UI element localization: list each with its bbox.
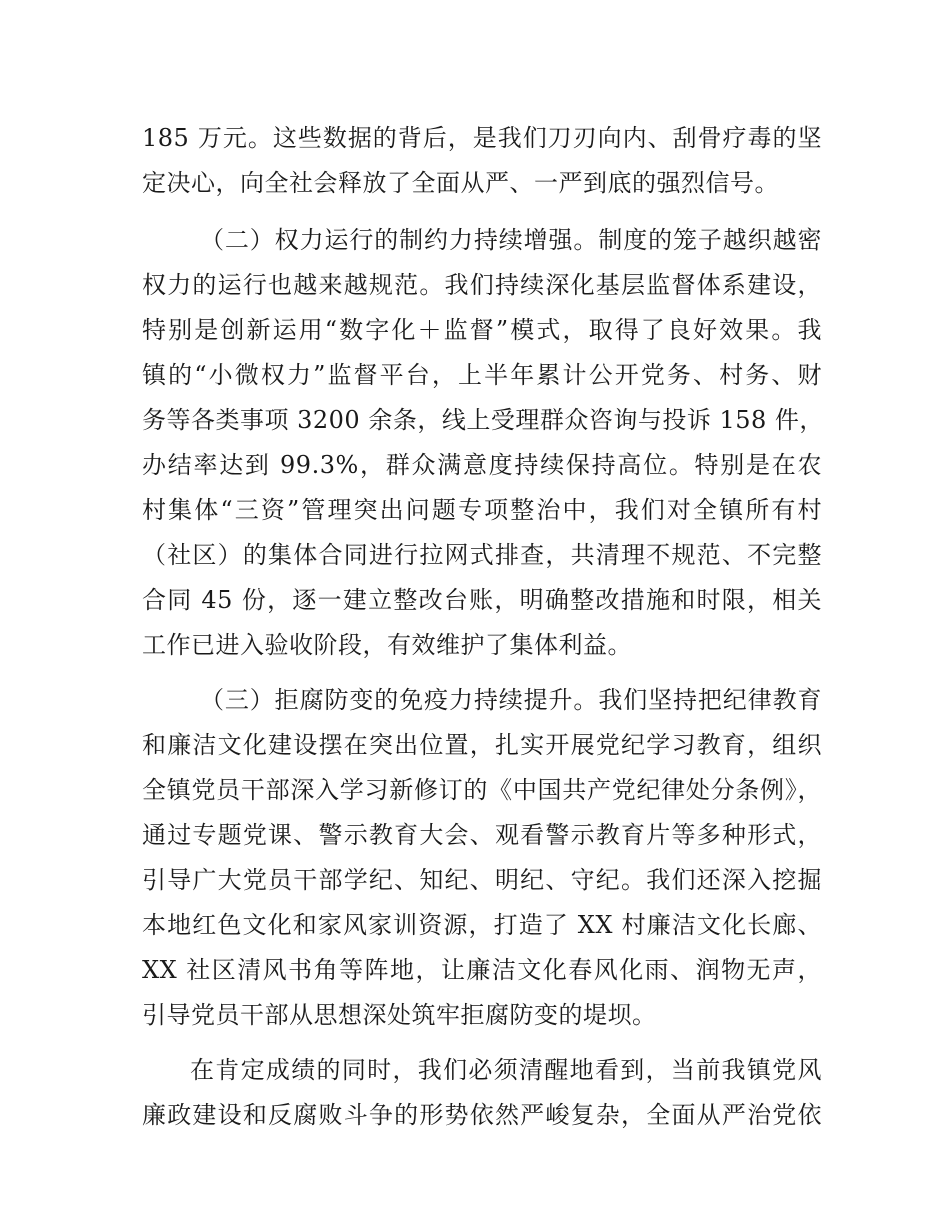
text-line: 工作已进入验收阶段，有效维护了集体利益。 — [142, 631, 632, 659]
text-line: 廉政建设和反腐败斗争的形势依然严峻复杂，全面从严治党依 — [142, 1101, 822, 1129]
text-line: 镇的“小微权力”监督平台，上半年累计公开党务、村务、财 — [142, 361, 822, 389]
text-line: 特别是创新运用“数字化＋监督”模式，取得了良好效果。我 — [142, 316, 822, 344]
text-line: （社区）的集体合同进行拉网式排查，共清理不规范、不完整 — [142, 541, 822, 569]
text-line: 权力的运行也越来越规范。我们持续深化基层监督体系建设， — [142, 271, 822, 299]
text-line: 通过专题党课、警示教育大会、观看警示教育片等多种形式， — [142, 821, 822, 849]
text-line: 在肯定成绩的同时，我们必须清醒地看到，当前我镇党风 — [190, 1056, 822, 1084]
text-line: 和廉洁文化建设摆在突出位置，扎实开展党纪学习教育，组织 — [142, 731, 822, 759]
text-line: 全镇党员干部深入学习新修订的《中国共产党纪律处分条例》， — [142, 776, 822, 804]
text-line: XX 社区清风书角等阵地，让廉洁文化春风化雨、润物无声， — [142, 956, 822, 984]
text-line: 引导党员干部从思想深处筑牢拒腐防变的堤坝。 — [142, 1001, 657, 1029]
text-line: 村集体“三资”管理突出问题专项整治中，我们对全镇所有村 — [142, 496, 822, 524]
text-line: 本地红色文化和家风家训资源，打造了 XX 村廉洁文化长廊、 — [142, 911, 822, 939]
text-line: 合同 45 份，逐一建立整改台账，明确整改措施和时限，相关 — [142, 586, 822, 614]
text-line: 定决心，向全社会释放了全面从严、一严到底的强烈信号。 — [142, 169, 779, 197]
text-line: 务等各类事项 3200 余条，线上受理群众咨询与投诉 158 件， — [142, 406, 824, 434]
section-heading-line: （三）拒腐防变的免疫力持续提升。我们坚持把纪律教育 — [200, 686, 822, 714]
text-line: 185 万元。这些数据的背后，是我们刀刃向内、刮骨疗毒的坚 — [142, 124, 822, 152]
text-line: 办结率达到 99.3%，群众满意度持续保持高位。特别是在农 — [142, 451, 822, 479]
section-heading-line: （二）权力运行的制约力持续增强。制度的笼子越织越密 — [200, 226, 822, 254]
text-line: 引导广大党员干部学纪、知纪、明纪、守纪。我们还深入挖掘 — [142, 866, 822, 894]
